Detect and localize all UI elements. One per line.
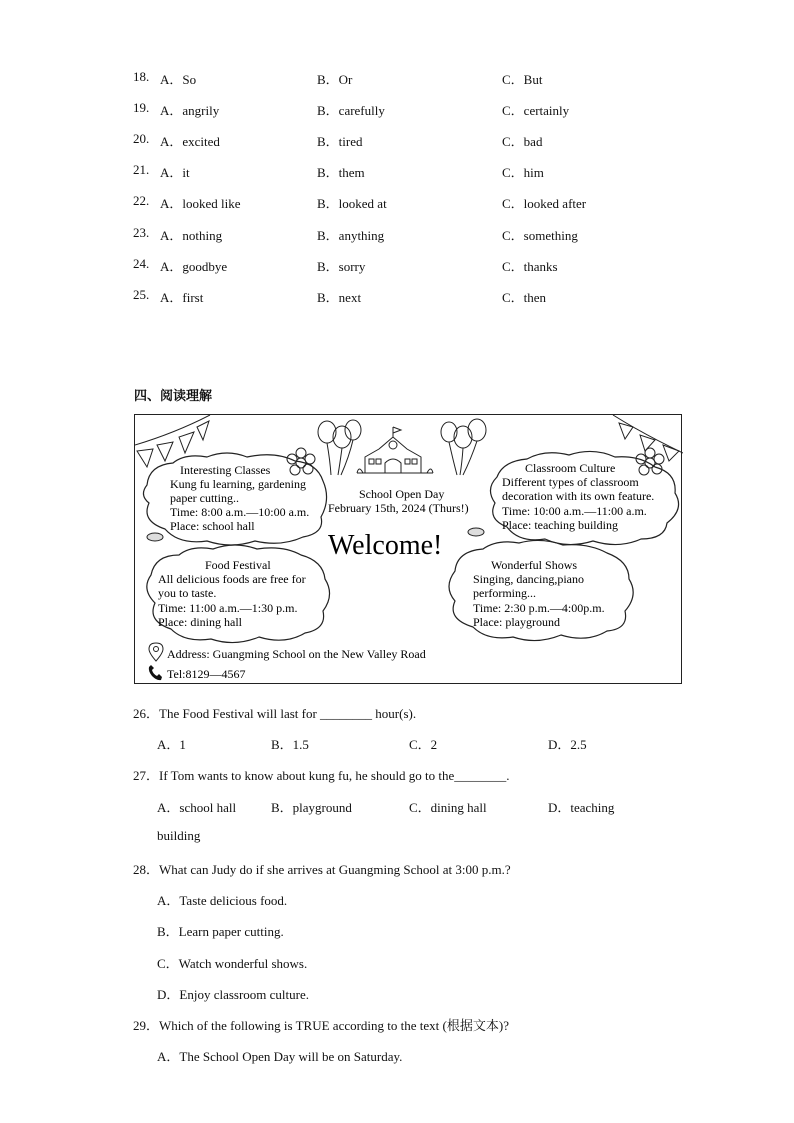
- option-b: B．anything: [317, 228, 385, 243]
- food-festival-line1: All delicious foods are free for: [158, 572, 306, 586]
- option-b: B．looked at: [317, 196, 387, 211]
- option-c: C．bad: [502, 134, 543, 149]
- wonderful-shows-line1: Singing, dancing,piano: [473, 572, 584, 586]
- option-a: A．it: [160, 165, 190, 180]
- poster-address: Address: Guangming School on the New Valley Road: [167, 647, 426, 661]
- question-26-stem: 26．The Food Festival will last for ________ hour(s).: [133, 706, 417, 721]
- option-num: 19.: [133, 100, 150, 115]
- welcome-text: Welcome!: [328, 530, 443, 561]
- option-c: C．looked after: [502, 196, 587, 211]
- option-num: 24.: [133, 256, 150, 271]
- classroom-culture-time: Time: 10:00 a.m.—11:00 a.m.: [502, 504, 647, 518]
- option-c: C．then: [502, 290, 547, 305]
- classroom-culture-place: Place: teaching building: [502, 518, 618, 532]
- option-num: 25.: [133, 287, 150, 302]
- question-29-stem: 29．Which of the following is TRUE according to the text (根据文本)?: [133, 1018, 509, 1033]
- event-name: School Open Day: [359, 487, 445, 501]
- food-festival-title: Food Festival: [205, 558, 271, 572]
- option-b: B．carefully: [317, 103, 385, 118]
- option-num: 23.: [133, 225, 150, 240]
- option-a: A．nothing: [160, 228, 223, 243]
- bunting-left-icon: [135, 415, 210, 467]
- school-open-day-poster: [134, 414, 682, 684]
- option-b: B．Or: [317, 72, 353, 87]
- option-c: C．him: [502, 165, 544, 180]
- option-a: A．first: [160, 290, 204, 305]
- option-b: B．them: [317, 165, 365, 180]
- q28-option-a: A．Taste delicious food.: [157, 893, 288, 908]
- q27-option-c: C．dining hall: [409, 800, 487, 815]
- section-title: 四、阅读理解: [134, 389, 213, 404]
- wonderful-shows-place: Place: playground: [473, 615, 560, 629]
- option-a: A．goodbye: [160, 259, 228, 274]
- option-a: A．looked like: [160, 196, 241, 211]
- q26-option-d: D．2.5: [548, 737, 587, 752]
- food-festival-line2: you to taste.: [158, 586, 217, 600]
- option-num: 21.: [133, 162, 150, 177]
- wonderful-shows-line2: performing...: [473, 586, 536, 600]
- option-b: B．next: [317, 290, 362, 305]
- balloons-left-icon: [318, 420, 361, 475]
- q27-option-b: B．playground: [271, 800, 352, 815]
- option-a: A．So: [160, 72, 197, 87]
- q27-option-d: D．teaching: [548, 800, 615, 815]
- q28-option-d: D．Enjoy classroom culture.: [157, 987, 309, 1002]
- decor-oval-left: [147, 533, 163, 541]
- option-num: 20.: [133, 131, 150, 146]
- question-27-stem: 27．If Tom wants to know about kung fu, he should go to the________.: [133, 768, 510, 783]
- q27-option-d-cont: building: [157, 828, 201, 843]
- q26-option-b: B．1.5: [271, 737, 309, 752]
- wonderful-shows-time: Time: 2:30 p.m.—4:00p.m.: [473, 601, 605, 615]
- option-num: 18.: [133, 69, 150, 84]
- option-c: C．But: [502, 72, 543, 87]
- option-a: A．angrily: [160, 103, 220, 118]
- interesting-classes-place: Place: school hall: [170, 519, 255, 533]
- flower-right-icon: [636, 448, 664, 475]
- q27-option-a: A．school hall: [157, 800, 237, 815]
- decor-oval-right: [468, 528, 484, 536]
- food-festival-place: Place: dining hall: [158, 615, 242, 629]
- classroom-culture-line2: decoration with its own feature.: [502, 489, 655, 503]
- wonderful-shows-title: Wonderful Shows: [491, 558, 578, 572]
- q28-option-c: C．Watch wonderful shows.: [157, 956, 308, 971]
- classroom-culture-title: Classroom Culture: [525, 461, 616, 475]
- school-building-icon: [357, 427, 433, 473]
- bunting-right-icon: [613, 415, 683, 461]
- q26-option-c: C．2: [409, 737, 438, 752]
- q26-option-a: A．1: [157, 737, 186, 752]
- option-num: 22.: [133, 193, 150, 208]
- q29-option-a: A．The School Open Day will be on Saturday.: [157, 1049, 403, 1064]
- option-c: C．thanks: [502, 259, 558, 274]
- interesting-classes-line1: Kung fu learning, gardening: [170, 477, 306, 491]
- question-28-stem: 28．What can Judy do if she arrives at Guangming School at 3:00 p.m.?: [133, 862, 511, 877]
- food-festival-time: Time: 11:00 a.m.—1:30 p.m.: [158, 601, 298, 615]
- poster-tel: Tel:8129—4567: [167, 667, 246, 681]
- interesting-classes-time: Time: 8:00 a.m.—10:00 a.m.: [170, 505, 310, 519]
- option-c: C．something: [502, 228, 578, 243]
- option-c: C．certainly: [502, 103, 570, 118]
- q28-option-b: B．Learn paper cutting.: [157, 924, 284, 939]
- option-b: B．sorry: [317, 259, 366, 274]
- balloons-right-icon: [441, 419, 486, 475]
- option-b: B．tired: [317, 134, 363, 149]
- phone-icon: [149, 665, 162, 680]
- event-date: February 15th, 2024 (Thurs!): [328, 501, 469, 515]
- location-pin-icon: [149, 643, 163, 661]
- interesting-classes-line2: paper cutting..: [170, 491, 239, 505]
- classroom-culture-line1: Different types of classroom: [502, 475, 639, 489]
- interesting-classes-title: Interesting Classes: [180, 463, 271, 477]
- option-a: A．excited: [160, 134, 220, 149]
